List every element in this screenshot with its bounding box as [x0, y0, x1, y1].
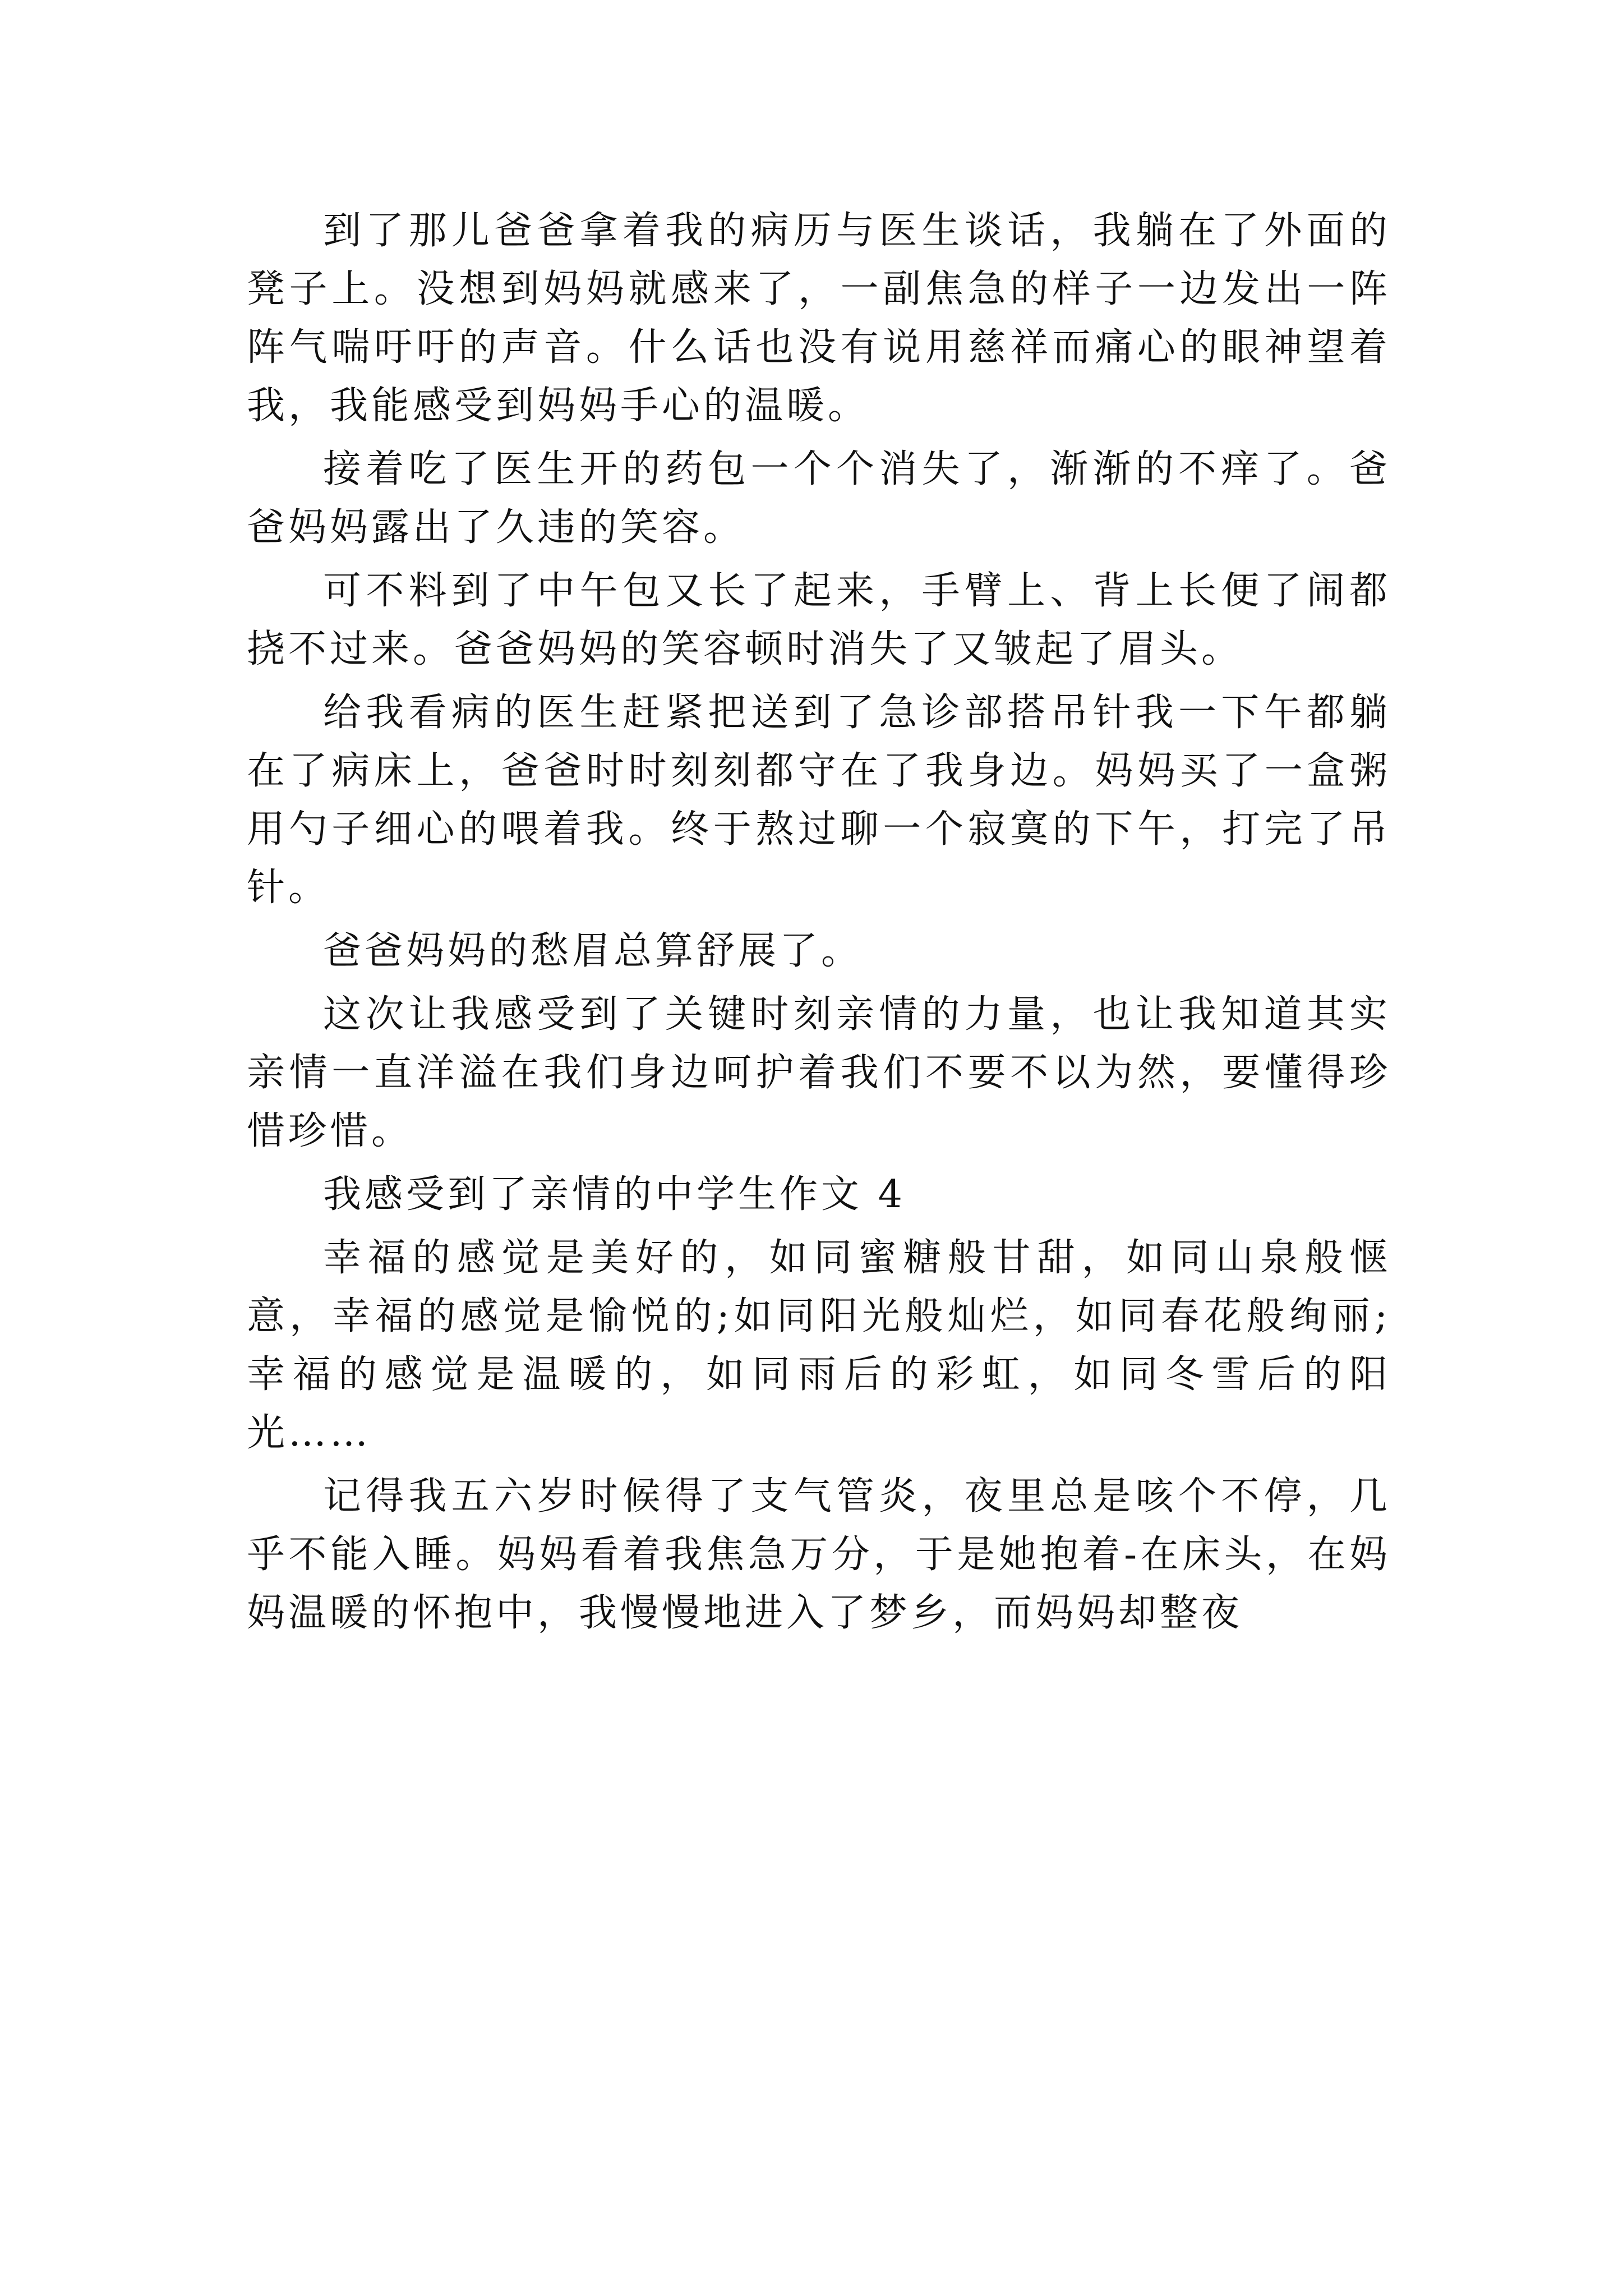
paragraph: 爸爸妈妈的愁眉总算舒展了。: [323, 929, 863, 973]
paragraph: 幸福的感觉是美好的，如同蜜糖般甘甜，如同山泉般惬意，幸福的感觉是愉悦的;如同阳光般灿烂，如同春花般绚丽;幸福的感觉是温暖的，如同雨后的彩虹，如同冬雪后的阳光……: [247, 1236, 1391, 1455]
essay-body: [247, 202, 1391, 1648]
paragraph: 到了那儿爸爸拿着我的病历与医生谈话，我躺在了外面的凳子上。没想到妈妈就感来了，一副焦急的样子一边发出一阵阵气喘吁吁的声音。什么话也没有说用慈祥而痛心的眼神望着我，我能感受到妈妈手心的温暖。: [247, 209, 1391, 428]
paragraph: 接着吃了医生开的药包一个个消失了，渐渐的不痒了。爸爸妈妈露出了久违的笑容。: [247, 447, 1391, 550]
paragraph: 这次让我感受到了关键时刻亲情的力量，也让我知道其实亲情一直洋溢在我们身边呵护着我们不要不以为然，要懂得珍惜珍惜。: [247, 992, 1391, 1153]
paragraph: 可不料到了中午包又长了起来，手臂上、背上长便了闹都挠不过来。爸爸妈妈的笑容顿时消失了又皱起了眉头。: [247, 569, 1391, 671]
paragraph: 记得我五六岁时候得了支气管炎，夜里总是咳个不停，几乎不能入睡。妈妈看着我焦急万分，于是她抱着-在床头，在妈妈温暖的怀抱中，我慢慢地进入了梦乡，而妈妈却整夜: [247, 1474, 1391, 1635]
paragraph: 给我看病的医生赶紧把送到了急诊部搭吊针我一下午都躺在了病床上，爸爸时时刻刻都守在了我身边。妈妈买了一盒粥用勺子细心的喂着我。终于熬过聊一个寂寞的下午，打完了吊针。: [247, 691, 1391, 910]
section-heading: 我感受到了亲情的中学生作文 4: [323, 1172, 906, 1217]
